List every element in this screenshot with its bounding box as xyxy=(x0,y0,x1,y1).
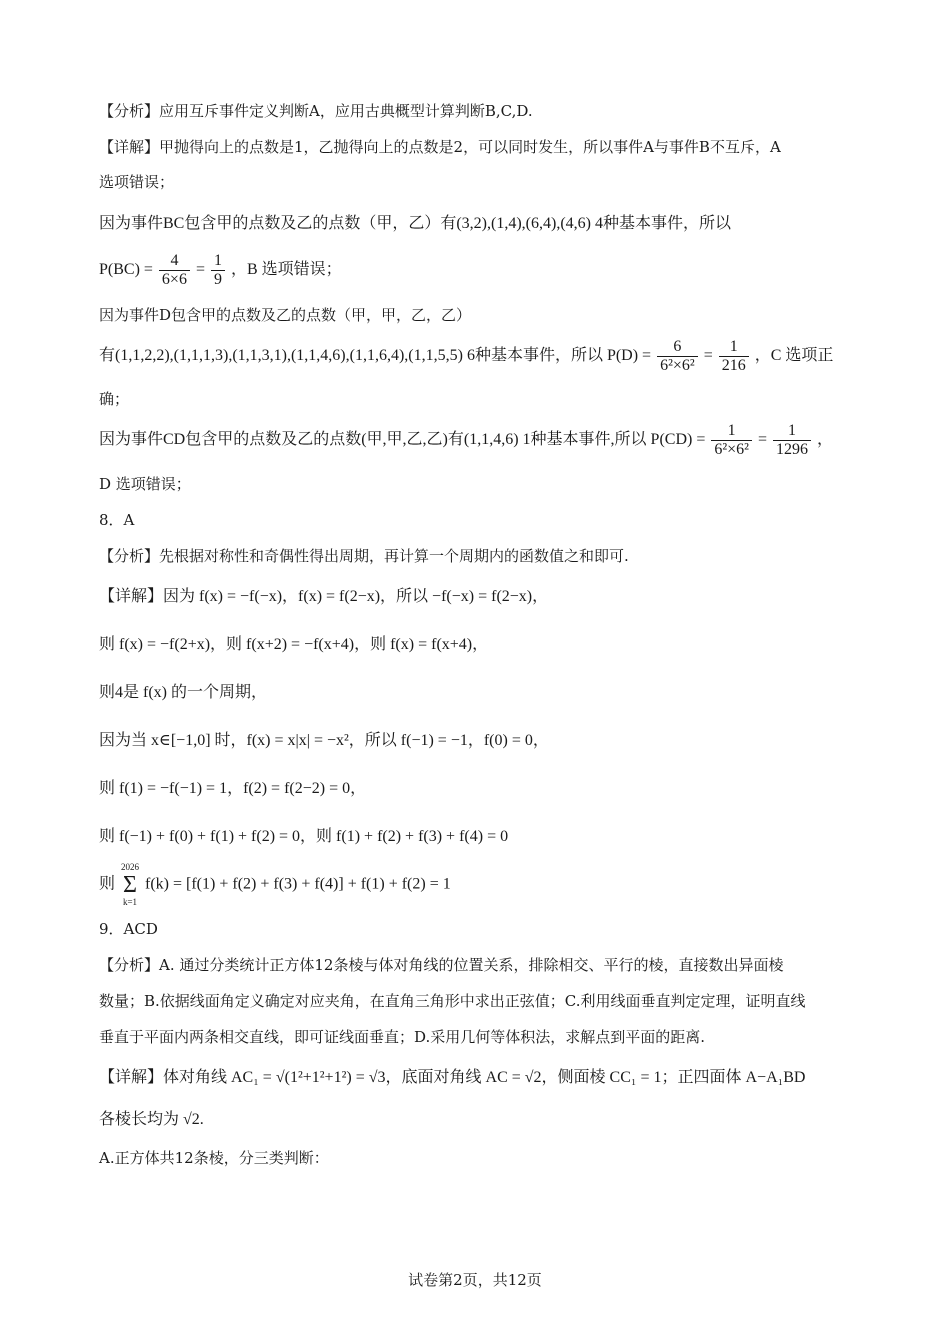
detail-7-line7: 确； xyxy=(99,390,130,408)
detail-8-line3: 则4是 f(x) 的一个周期， xyxy=(99,684,267,701)
answer-8: 8．A xyxy=(99,511,135,529)
page-footer: 试卷第2页，共12页 xyxy=(408,1271,542,1289)
detail-8-line5: 则 f(1) = −f(−1) = 1，f(2) = f(2−2) = 0， xyxy=(99,780,367,797)
detail-8-line1: 【详解】因为 f(x) = −f(−x)，f(x) = f(2−x)，所以 −f(−x) = f(2−x)， xyxy=(99,588,549,605)
equals-sign: = xyxy=(195,261,205,279)
fraction: $\frac{1}{9}$ xyxy=(211,252,225,289)
detail-7-line1: 【详解】甲抛得向上的点数是1，乙抛得向上的点数是2，可以同时发生，所以事件A与事件B不互斥，A xyxy=(99,138,781,156)
detail-8-line6: 则 f(−1) + f(0) + f(1) + f(2) = 0，则 f(1) + f(2) + f(3) + f(4) = 0 xyxy=(99,828,509,845)
analysis-9-line1: 【分析】A. 通过分类统计正方体12条棱与体对角线的位置关系，排除相交、平行的棱，直接数出异面棱 xyxy=(99,956,784,974)
analysis-7: 【分析】应用互斥事件定义判断A，应用古典概型计算判断B,C,D. xyxy=(99,102,533,120)
detail-9-line3: A.正方体共12条棱，分三类判断： xyxy=(99,1149,329,1167)
summation-symbol: 2026 Σ k=1 xyxy=(121,862,140,907)
equals-sign: = xyxy=(757,431,768,449)
detail-9-line2: 各棱长均为 √2. xyxy=(99,1111,204,1128)
detail-9-line1: 【详解】体对角线 AC₁ = √(1²+1²+1²) = √3，底面对角线 AC = √2，侧面棱 CC₁ = 1；正四面体 A−A₁BD xyxy=(99,1069,806,1086)
detail-7-line3: 因为事件BC包含甲的点数及乙的点数（甲，乙）有(3,2),(1,4),(6,4),(4,6) 4种基本事件，所以 xyxy=(99,215,731,232)
fraction: $\frac{1}{216}$ xyxy=(719,338,749,375)
sum-prefix: 则 xyxy=(99,875,116,893)
answer-9: 9．ACD xyxy=(99,920,158,938)
detail-7-line2: 选项错误； xyxy=(99,173,175,191)
formula-pd xyxy=(99,338,833,375)
fraction: $\frac{6}{\text{6²×6²}}$ xyxy=(657,338,698,375)
detail-8-line2: 则 f(x) = −f(2+x)，则 f(x+2) = −f(x+4)，则 f(x) = f(x+4)， xyxy=(99,636,489,653)
analysis-9-line3: 垂直于平面内两条相交直线，即可证线面垂直；D.采用几何等体积法，求解点到平面的距离. xyxy=(99,1028,706,1046)
formula-pbc xyxy=(99,252,342,289)
pbc-lhs: P(BC) = xyxy=(99,261,153,279)
fraction: $\frac{4}{6\times 6}$ xyxy=(159,252,190,289)
analysis-9-line2: 数量；B.依据线面角定义确定对应夹角，在直角三角形中求出正弦值；C.利用线面垂直判定定理，证明直线 xyxy=(99,992,806,1010)
detail-7-line9: D 选项错误； xyxy=(99,475,191,493)
sum-body: f(k) = [f(1) + f(2) + f(3) + f(4)] + f(1) + f(2) = 1 xyxy=(145,875,451,893)
fraction: $\frac{1}{\text{6²×6²}}$ xyxy=(711,422,752,459)
equals-sign: = xyxy=(703,347,713,365)
fraction: $\frac{1}{1296}$ xyxy=(773,422,811,459)
pd-lhs: 有(1,1,2,2),(1,1,1,3),(1,1,3,1),(1,1,4,6),(1,1,6,4),(1,1,5,5) 6种基本事件，所以 P(D) = xyxy=(99,347,652,365)
pd-tail: ，C 选项正 xyxy=(754,347,834,365)
analysis-8: 【分析】先根据对称性和奇偶性得出周期，再计算一个周期内的函数值之和即可. xyxy=(99,547,629,565)
detail-8-line4: 因为当 x∈[−1,0] 时，f(x) = x|x| = −x²，所以 f(−1) = −1，f(0) = 0， xyxy=(99,732,549,749)
formula-pcd xyxy=(99,422,833,459)
formula-sum xyxy=(99,862,451,908)
pbc-tail: ，B 选项错误； xyxy=(230,261,342,279)
detail-7-line5: 因为事件D包含甲的点数及乙的点数（甲，甲，乙，乙） xyxy=(99,306,472,324)
pcd-lhs: 因为事件CD包含甲的点数及乙的点数(甲,甲,乙,乙)有(1,1,4,6) 1种基本事件,所以 P(CD) = xyxy=(99,431,706,449)
pcd-tail: ， xyxy=(817,431,834,449)
